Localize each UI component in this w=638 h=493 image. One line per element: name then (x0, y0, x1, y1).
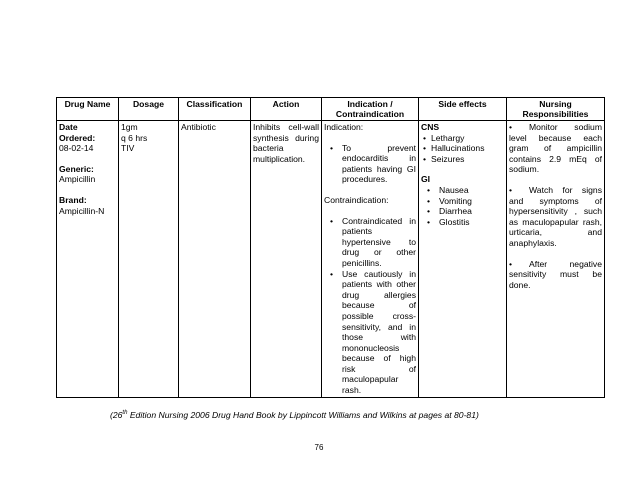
side-effect-item: • Glostitis (421, 217, 504, 228)
date-ordered-value: 08-02-14 (59, 143, 94, 154)
table-row (57, 121, 605, 398)
brand-label: Brand: (59, 194, 87, 205)
side-effect-item: • Diarrhea (421, 206, 504, 217)
side-effect-item: • Vomiting (421, 196, 504, 207)
brand-value: Ampicillin-N (59, 205, 105, 216)
dosage-frequency: q 6 hrs (121, 132, 148, 143)
side-effects-cell (419, 121, 507, 398)
nursing-item: • Watch for signs and symptoms of hypersensitivity , such as maculopapular rash, urticaria, and anaphylaxis. (509, 184, 602, 248)
header-action: Action (251, 98, 322, 121)
gi-label: GI (421, 174, 431, 185)
header-side-effects: Side effects (419, 98, 507, 121)
drug-study-table (56, 97, 605, 398)
action-cell: Inhibits cell-wall synthesis during bacteria multiplication. (251, 121, 322, 398)
drug-name-cell (57, 121, 119, 398)
table-header-row (57, 98, 605, 121)
side-effect-item: • Nausea (421, 185, 504, 196)
indication-list (324, 143, 416, 185)
indication-item: • To prevent endocarditis in patients having GI procedures. (324, 143, 416, 185)
header-nursing: Nursing Responsibilities (507, 98, 605, 121)
nursing-item: • Monitor sodium level because each gram of ampicillin contains 2.9 mEq of sodium. (509, 122, 602, 175)
indication-label: Indication: (324, 122, 364, 132)
nursing-item: • After negative sensitivity must be done. (509, 258, 602, 290)
contraindication-list (324, 216, 416, 396)
header-classification: Classification (179, 98, 251, 121)
contraindication-item: • Contraindicated in patients hypertensive to drug or other penicillins. (324, 216, 416, 269)
dosage-cell (119, 121, 179, 398)
side-effect-item: • Hallucinations (421, 143, 504, 154)
classification-cell: Antibiotic (179, 121, 251, 398)
cns-list (421, 133, 504, 165)
generic-value: Ampicillin (59, 174, 96, 185)
contraindication-label: Contraindication: (324, 194, 389, 205)
nursing-cell (507, 121, 605, 398)
dosage-amount: 1gm (121, 122, 138, 132)
cns-label: CNS (421, 122, 440, 132)
page-number: 76 (314, 443, 324, 452)
header-drug-name: Drug Name (57, 98, 119, 121)
gi-list (421, 185, 504, 227)
contraindication-item: • Use cautiously in patients with other drug allergies because of possible cross-sensitivity, and in those with mononucleosis because of high risk of maculopapular rash. (324, 269, 416, 396)
header-indication: Indication / Contraindication (322, 98, 419, 121)
generic-label: Generic: (59, 163, 94, 174)
date-ordered-label: Date Ordered: (59, 122, 96, 143)
side-effect-item: • Lethargy (421, 133, 504, 144)
header-dosage: Dosage (119, 98, 179, 121)
dosage-route: TIV (121, 143, 135, 154)
indication-cell (322, 121, 419, 398)
side-effect-item: • Seizures (421, 154, 504, 165)
source-citation: (26th Edition Nursing 2006 Drug Hand Book by Lippincott Williams and Wilkins at pages at 80-81) (110, 410, 479, 420)
